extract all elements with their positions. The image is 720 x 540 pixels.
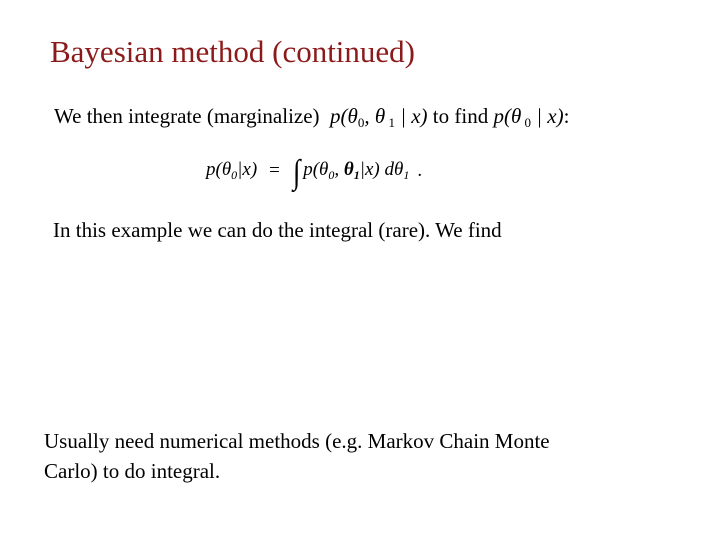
slide-title: Bayesian method (continued) <box>50 34 416 69</box>
equation-integrand: $p(\theta_0$, $\theta_1|x$) $d\theta_1$ <box>303 159 410 182</box>
numerical-methods-note <box>44 426 550 486</box>
equation-end: . <box>417 160 423 181</box>
intro-text-middle: to find <box>432 104 489 128</box>
joint-posterior-expression: $p(\theta_0$, θ $_1$ | x) <box>324 104 428 130</box>
equation-equals: = <box>269 160 280 181</box>
intro-line: We then integrate (marginalize) $p(\theta_0$, θ $_1$ | x) to find p(θ $_0$ | x): <box>54 104 570 130</box>
equation-lhs: $p(\theta_0|x)$ <box>206 159 258 182</box>
integral-sign: ∫ <box>292 154 301 191</box>
marginal-posterior-expression: p(θ $_0$ | x) <box>493 104 564 130</box>
note-line-a: Usually need numerical methods (e.g. Markov Chain Monte <box>44 429 550 453</box>
note-line-b: Carlo) to do integral. <box>44 459 221 483</box>
integral-note: In this example we can do the integral (rare). We find <box>53 218 502 242</box>
marginalization-equation <box>206 152 422 190</box>
intro-text: We then integrate (marginalize) <box>54 104 320 128</box>
